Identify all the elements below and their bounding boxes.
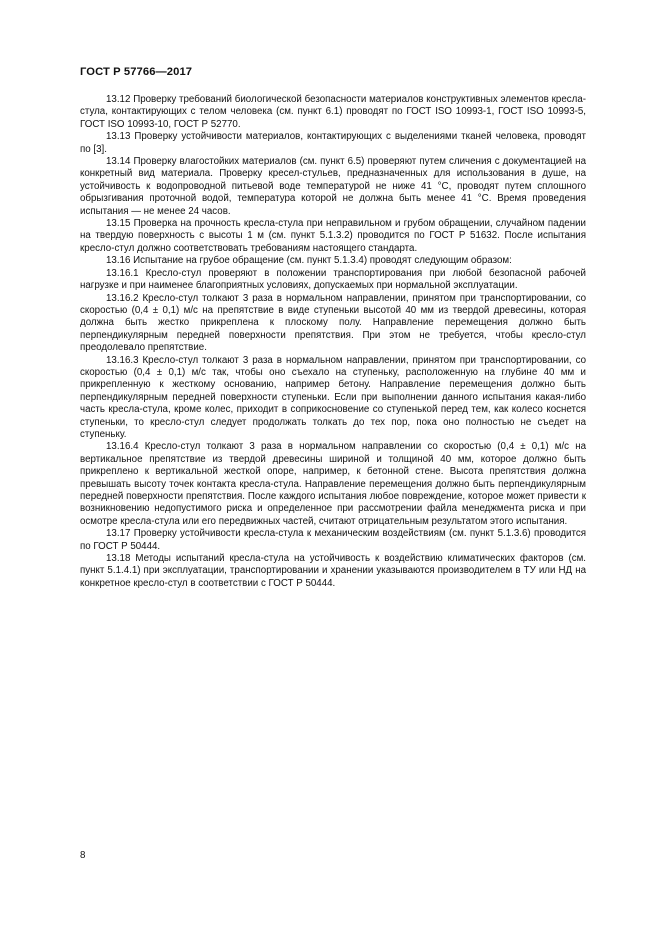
paragraph-13-15: 13.15 Проверка на прочность кресла-стула при неправильном и грубом обращении, случайном падении на твердую поверхность с высоты 1 м (см. пункт 5.1.3.2) проводится по ГОСТ Р 51632. После испытания кресло-стул должно соответствовать требованиям настоящего стандарта.: [80, 218, 586, 254]
paragraph-13-16-2: 13.16.2 Кресло-стул толкают 3 раза в нормальном направлении, принятом при транспортировании, со скоростью (0,4 ± 0,1) м/с на препятствие в виде ступеньки высотой 40 мм из твердой древесины, которая должна быть жестко прикреплена к плоскому полу. Направление перемещения должно быть перпендикулярным передней поверхности препятствия. При этом не требуется, чтобы кресло-стул преодолевало препятствие.: [80, 292, 586, 354]
document-header: ГОСТ Р 57766—2017: [80, 66, 193, 78]
paragraph-13-16-4: 13.16.4 Кресло-стул толкают 3 раза в нормальном направлении со скоростью (0,4 ± 0,1) м/с на вертикальное препятствие из твердой древесины шириной и толщиной 40 мм, которое должно быть прикреплено к вертикальной жесткой опоре, например, к бетонной стене. Высота препятствия должна превышать высоту точек контакта кресла-стула. Направление перемещения должно быть перпендикулярным передней поверхности препятствия. После каждого испытания любое повреждение, которое может привести к возникновению недопустимого риска и определенное при рассмотрении файла менеджмента риска и при осмотре кресла-стула или его передвижных частей, считают отрицательным результатом этого испытания.: [80, 441, 586, 527]
paragraph-13-16-1: 13.16.1 Кресло-стул проверяют в положении транспортирования при любой безопасной рабочей нагрузке и при наименее благоприятных условиях, допускаемых при нормальной эксплуатации.: [80, 267, 586, 292]
paragraph-13-14: 13.14 Проверку влагостойких материалов (см. пункт 6.5) проверяют путем сличения с документацией на конкретный вид материала. Проверку кресел-стульев, предназначенных для использования в душе, на устойчивость к водопроводной питьевой воде температурой не ниже 41 °С, проводят путем сплошного обрызгивания проточной водой, температура которой не должна быть менее 41 °С. Время проведения испытания — не менее 24 часов.: [80, 156, 586, 217]
paragraph-13-16-3: 13.16.3 Кресло-стул толкают 3 раза в нормальном направлении, принятом при транспортировании, со скоростью (0,4 ± 0,1) м/с так, чтобы оно съехало на ступеньку, расположенную на глубине 40 мм и прикрепленную к жесткому основанию, например бетону. Направление перемещения должно быть перпендикулярным передней поверхности ступеньки. Если при выполнении данного испытания какая-либо часть кресла-стула, кроме колес, приходит в соприкосновение со ступенькой перед тем, как колесо коснется ступеньки, то кресло-стул следует продолжать толкать до тех пор, пока оно полностью не съедет на ступеньку.: [80, 354, 586, 440]
paragraph-13-12: 13.12 Проверку требований биологической безопасности материалов конструктивных элементов кресла-стула, контактирующих с телом человека (см. пункт 6.1) проводят по ГОСТ ISO 10993-1, ГОСТ ISO 10993-5, ГОСТ ISO 10993-10, ГОСТ Р 52770.: [80, 94, 586, 130]
document-body: [80, 94, 586, 590]
paragraph-13-16: 13.16 Испытание на грубое обращение (см. пункт 5.1.3.4) проводят следующим образом:: [106, 255, 512, 267]
page-number: 8: [80, 850, 86, 861]
paragraph-13-13: 13.13 Проверку устойчивости материалов, контактирующих с выделениями тканей человека, проводят по [3].: [80, 131, 586, 155]
paragraph-13-17: 13.17 Проверку устойчивости кресла-стула к механическим воздействиям (см. пункт 5.1.3.6) проводится по ГОСТ Р 50444.: [80, 528, 586, 552]
paragraph-13-18: 13.18 Методы испытаний кресла-стула на устойчивость к воздействию климатических факторов (см. пункт 5.1.4.1) при эксплуатации, транспортировании и хранении указываются производителем в ТУ или НД на конкретное кресло-стул в соответствии с ГОСТ Р 50444.: [80, 553, 586, 589]
